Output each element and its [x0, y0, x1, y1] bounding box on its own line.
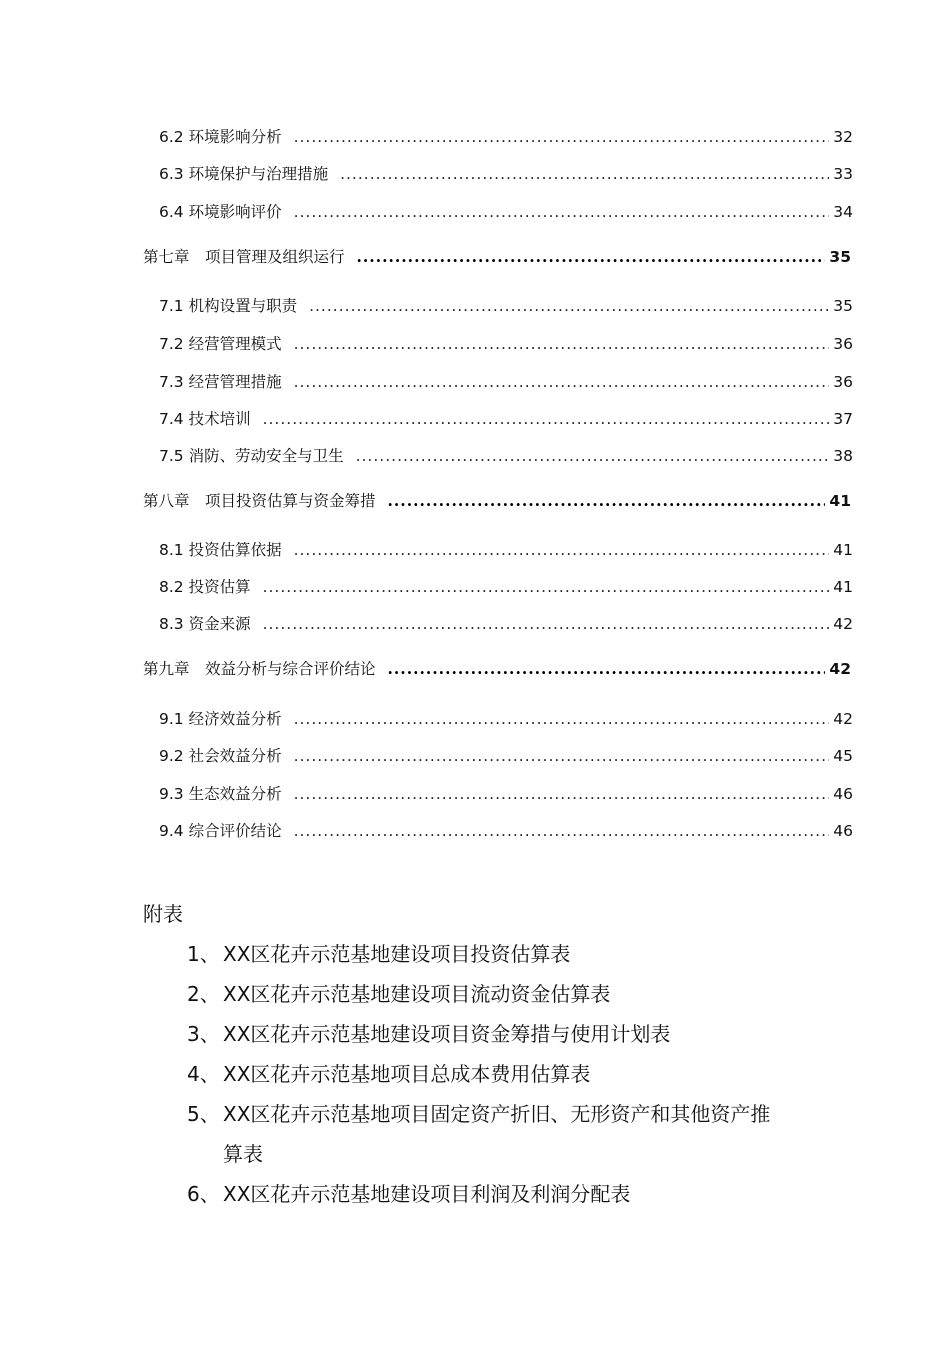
toc-leader: [388, 659, 826, 679]
toc-leader: [263, 614, 830, 634]
toc-entry[interactable]: [159, 446, 853, 466]
toc-page-number: 35: [833, 297, 853, 315]
toc-chapter-entry[interactable]: [143, 491, 851, 511]
appendix-item-number: 2、: [187, 982, 220, 1006]
toc-label: 7.1 机构设置与职责: [159, 297, 298, 315]
appendix-item: [187, 1174, 817, 1214]
appendix-item-text: XX区花卉示范基地建设项目投资估算表: [223, 942, 571, 966]
toc-label: 8.3 资金来源: [159, 615, 251, 633]
toc-label: 7.2 经营管理模式: [159, 335, 282, 353]
toc-page-number: 38: [833, 447, 853, 465]
toc-entry[interactable]: [159, 746, 853, 766]
toc-page-number: 45: [833, 747, 853, 765]
toc-label: 8.2 投资估算: [159, 578, 251, 596]
toc-page-number: 46: [833, 822, 853, 840]
toc-leader: [340, 164, 829, 184]
appendix-item: [187, 1014, 817, 1054]
toc-leader: [294, 709, 830, 729]
toc-page-number: 41: [833, 541, 853, 559]
toc-leader: [294, 334, 830, 354]
toc-entry[interactable]: [159, 614, 853, 634]
appendix-title: 附表: [143, 902, 183, 926]
toc-page-number: 33: [833, 165, 853, 183]
appendix-item-number: 6、: [187, 1182, 220, 1206]
toc-label: 8.1 投资估算依据: [159, 541, 282, 559]
toc-chapter-entry[interactable]: [143, 659, 851, 679]
toc-label: 9.3 生态效益分析: [159, 785, 282, 803]
toc-entry[interactable]: [159, 372, 853, 392]
toc-leader: [294, 821, 830, 841]
toc-entry[interactable]: [159, 296, 853, 316]
toc-page-number: 32: [833, 128, 853, 146]
appendix-item-number: 1、: [187, 942, 220, 966]
appendix-item-text-block: [223, 1094, 817, 1174]
toc-page-number: 42: [833, 615, 853, 633]
toc-leader: [294, 202, 830, 222]
toc-page-number: 42: [829, 660, 851, 678]
toc-label: 6.2 环境影响分析: [159, 128, 282, 146]
toc-entry[interactable]: [159, 164, 853, 184]
appendix-item-number: 4、: [187, 1062, 220, 1086]
toc-page-number: 42: [833, 710, 853, 728]
appendix-item-text: XX区花卉示范基地项目固定资产折旧、无形资产和其他资产推: [223, 1102, 771, 1126]
toc-leader: [294, 372, 830, 392]
toc-chapter-label: 第九章 效益分析与综合评价结论: [143, 660, 376, 678]
toc-entry[interactable]: [159, 709, 853, 729]
toc-page-number: 37: [833, 410, 853, 428]
toc-label: 6.4 环境影响评价: [159, 203, 282, 221]
appendix-item-number: 3、: [187, 1022, 220, 1046]
toc-entry[interactable]: [159, 577, 853, 597]
toc-page-number: 46: [833, 785, 853, 803]
toc-leader: [294, 746, 830, 766]
toc-leader: [356, 446, 830, 466]
toc-leader: [263, 409, 830, 429]
toc-entry[interactable]: [159, 409, 853, 429]
toc-entry[interactable]: [159, 202, 853, 222]
appendix-item: [187, 934, 817, 974]
appendix-item-text-continued: 算表: [223, 1142, 263, 1166]
toc-entry[interactable]: [159, 127, 853, 147]
toc-leader: [309, 296, 829, 316]
toc-label: 9.1 经济效益分析: [159, 710, 282, 728]
appendix-item: [187, 1054, 817, 1094]
toc-leader: [294, 127, 830, 147]
toc-label: 7.3 经营管理措施: [159, 373, 282, 391]
toc-page-number: 34: [833, 203, 853, 221]
toc-page-number: 41: [833, 578, 853, 596]
toc-leader: [294, 784, 830, 804]
toc-entry[interactable]: [159, 784, 853, 804]
toc-leader: [294, 540, 830, 560]
toc-entry[interactable]: [159, 821, 853, 841]
appendix-item-text: XX区花卉示范基地项目总成本费用估算表: [223, 1062, 591, 1086]
appendix-item: [187, 1094, 817, 1174]
toc-page-number: 36: [833, 373, 853, 391]
toc-page-number: 41: [829, 492, 851, 510]
toc-page-number: 36: [833, 335, 853, 353]
appendix-item: [187, 974, 817, 1014]
toc-entry[interactable]: [159, 540, 853, 560]
appendix-item-text: XX区花卉示范基地建设项目资金筹措与使用计划表: [223, 1022, 671, 1046]
toc-label: 9.2 社会效益分析: [159, 747, 282, 765]
appendix-item-number: 5、: [187, 1102, 220, 1126]
appendix-item-text: XX区花卉示范基地建设项目流动资金估算表: [223, 982, 611, 1006]
toc-label: 7.4 技术培训: [159, 410, 251, 428]
appendix-item-text: XX区花卉示范基地建设项目利润及利润分配表: [223, 1182, 631, 1206]
toc-page-number: 35: [829, 248, 851, 266]
toc-label: 7.5 消防、劳动安全与卫生: [159, 447, 344, 465]
toc-label: 6.3 环境保护与治理措施: [159, 165, 329, 183]
toc-chapter-label: 第八章 项目投资估算与资金筹措: [143, 492, 376, 510]
toc-leader: [263, 577, 830, 597]
toc-leader: [388, 491, 826, 511]
toc-entry[interactable]: [159, 334, 853, 354]
toc-chapter-entry[interactable]: [143, 247, 851, 267]
toc-chapter-label: 第七章 项目管理及组织运行: [143, 248, 345, 266]
toc-label: 9.4 综合评价结论: [159, 822, 282, 840]
toc-leader: [357, 247, 826, 267]
